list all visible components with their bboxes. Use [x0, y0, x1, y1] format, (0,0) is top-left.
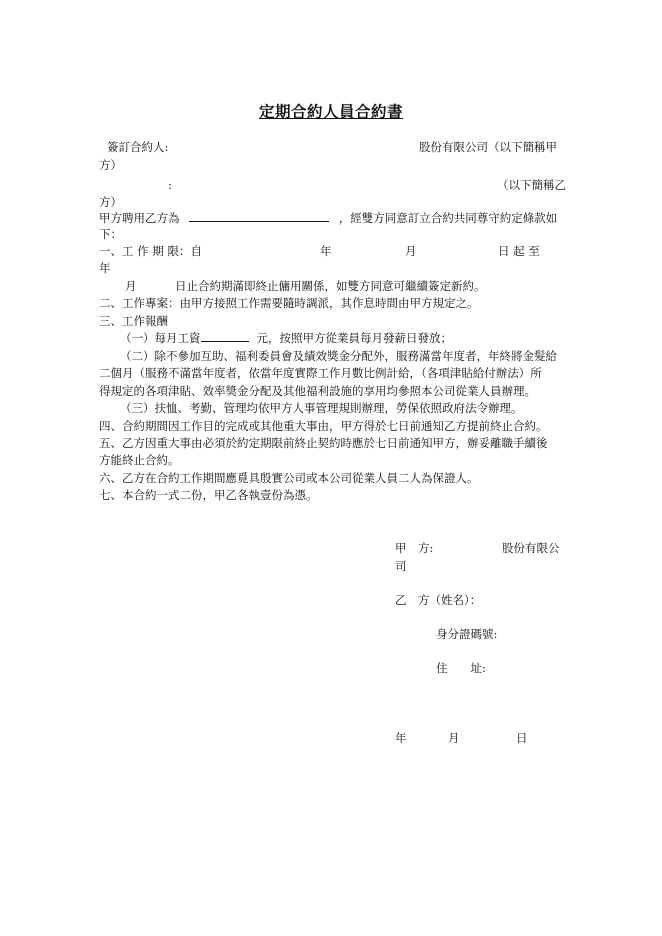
salary-blank: [201, 341, 249, 342]
clause-1-year: 年: [320, 244, 332, 258]
intro-line: [99, 211, 557, 225]
sig-address-label: 住 址:: [436, 661, 486, 675]
clause-3-3: （三）扶恤、考勤、管理均依甲方人事管理規則辦理，勞保依照政府法令辦理。: [120, 401, 523, 415]
clause-1-label: 一、工 作 期 限：自: [99, 244, 202, 258]
sig-date-year: 年: [395, 731, 407, 745]
clause-3-1-prefix: （一）每月工資: [120, 331, 201, 345]
clause-3-1-suffix: 元，按照甲方從業員每月發薪日發放；: [256, 331, 452, 345]
sig-date-month: 月: [448, 731, 460, 745]
intro-prefix: 甲方聘用乙方為: [99, 211, 180, 225]
clause-7: 七、本合約一式二份，甲乙各執壹份為憑。: [99, 488, 318, 502]
clause-6: 六、乙方在合約工作期間應覓具殷實公司或本公司從業人員二人為保證人。: [99, 471, 479, 485]
party-b-wrap: 方）: [99, 195, 122, 209]
clause-1-wrap-year: 年: [99, 261, 111, 275]
clause-3-1-line: [120, 331, 452, 345]
clause-1-month: 月: [405, 244, 417, 258]
sig-party-a-wrap: 司: [395, 559, 407, 573]
party-a-wrap: 方）: [99, 158, 122, 172]
sig-id-label: 身分證碼號:: [436, 627, 498, 641]
clause-4: 四、合約期間因工作目的完成或其他重大事由，甲方得於七日前通知乙方提前終止合約。: [99, 419, 548, 433]
intro-wrap: 下：: [99, 227, 122, 241]
clause-2: 二、工作專案：由甲方接照工作需要隨時調派，其作息時間由甲方規定之。: [99, 296, 479, 310]
clause-5-line2: 方能終止合約。: [99, 453, 180, 467]
sig-party-a-company: 股份有限公: [502, 541, 560, 555]
clause-3-2-line2: 二個月（服務不滿當年度者，依當年度實際工作月數比例計給，（各項津貼給付辦法）所: [99, 366, 542, 380]
clause-1-month2: 月: [125, 279, 137, 293]
party-b-alias: （以下簡稱乙: [497, 178, 566, 192]
signer-label: 簽訂合約人:: [107, 140, 169, 154]
sig-date-day: 日: [516, 731, 528, 745]
clause-1-day-from: 日 起 至: [498, 244, 540, 258]
party-b-colon: :: [168, 178, 172, 192]
sig-party-a-label: 甲 方:: [395, 541, 434, 555]
sig-party-b-label: 乙 方（姓名）：: [395, 593, 482, 607]
clause-3-2-line3: 得規定的各項津貼、效率獎金分配及其他福利設施的享用均參照本公司從業人員辦理。: [99, 384, 536, 398]
clause-5-line1: 五、乙方因重大事由必須於約定期限前終止契約時應於七日前通知甲方，辦妥離職手續後: [99, 436, 548, 450]
party-a-company: 股份有限公司（以下簡稱甲: [419, 140, 557, 154]
intro-suffix: ，經雙方同意訂立合約共同尊守約定條款如: [338, 211, 558, 225]
position-blank: [189, 221, 329, 222]
page-title: 定期合約人員合約書: [258, 102, 403, 121]
clause-3-2-line1: （二）除不參加互助、福利委員會及績效獎金分配外，服務滿當年度者，年終將金髮給: [120, 349, 557, 363]
clause-3: 三、工作報酬: [99, 314, 168, 328]
clause-1-end: 日止合約期滿即終止傭用關係，如雙方同意可繼續簽定新約。: [175, 279, 486, 293]
